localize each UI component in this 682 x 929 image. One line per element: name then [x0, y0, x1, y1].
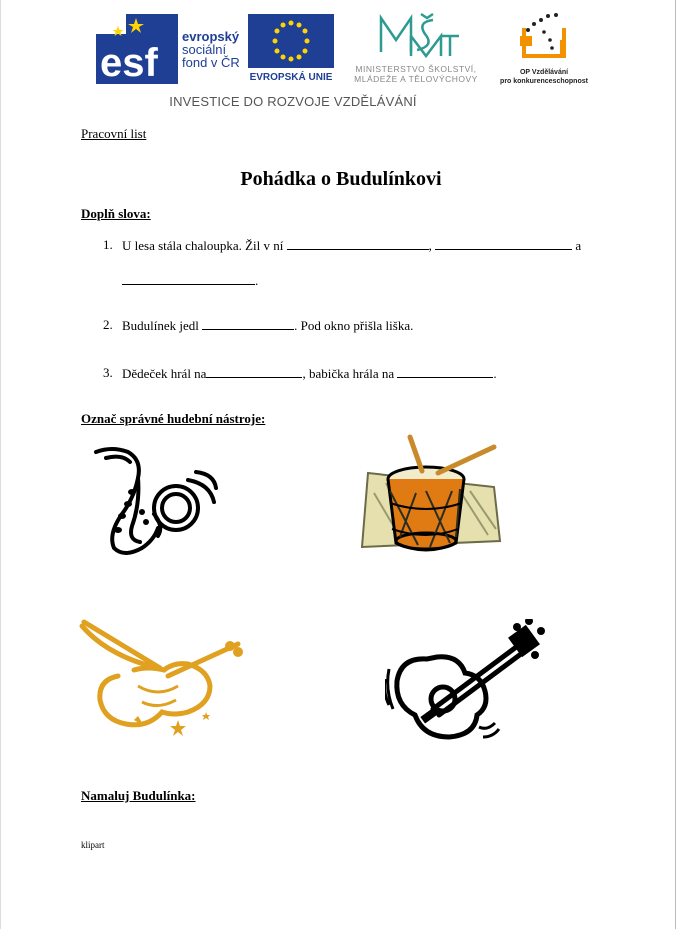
- item-1-number: 1.: [103, 237, 113, 252]
- msmt-label: [341, 64, 491, 84]
- item-1-line-2: [122, 272, 258, 289]
- msmt-logo: [341, 12, 491, 88]
- item-1-blank-2[interactable]: [435, 237, 572, 250]
- eu-logo: [248, 14, 334, 84]
- item-3-number: 3.: [103, 365, 113, 380]
- page-title: Pohádka o Budulínkovi: [240, 168, 442, 190]
- eu-flag-icon: [248, 14, 334, 68]
- item-1-sep: ,: [428, 238, 432, 253]
- item-3-blank-2[interactable]: [397, 365, 493, 378]
- item-3-line: [122, 365, 497, 382]
- msmt-mark-icon: [341, 12, 491, 62]
- item-3-blank-1[interactable]: [206, 365, 302, 378]
- eu-label: EVROPSKÁ UNIE: [249, 72, 333, 83]
- op-line-2: pro konkurenceschopnost: [500, 78, 588, 85]
- item-3-mid: , babička hrála na: [302, 366, 395, 381]
- op-line-1: OP Vzdělávání: [519, 69, 569, 76]
- item-1-blank-3[interactable]: [122, 272, 255, 285]
- esf-line-2: sociální: [182, 42, 227, 57]
- clipart-credit: klipart: [81, 840, 105, 850]
- esf-line-3: fond v ČR: [182, 55, 240, 70]
- section-fill-words-heading: Doplň slova:: [81, 206, 151, 221]
- item-1-and: a: [575, 238, 582, 253]
- op-logo: [494, 12, 594, 90]
- item-3-end: .: [493, 366, 497, 381]
- violin-icon[interactable]: [78, 616, 248, 742]
- item-2-text: Budulínek jedl: [122, 318, 199, 333]
- worksheet-label: Pracovní list: [81, 126, 147, 141]
- svg-text:esf: esf: [100, 41, 158, 84]
- item-2-number: 2.: [103, 317, 113, 332]
- section-instruments-heading: Označ správné hudební nástroje:: [81, 411, 266, 426]
- item-1-end: .: [255, 273, 259, 288]
- guitar-icon[interactable]: [385, 619, 547, 747]
- msmt-line-1: MINISTERSTVO ŠKOLSTVÍ,: [355, 64, 477, 74]
- drum-icon[interactable]: [360, 433, 502, 561]
- esf-mark-icon: [96, 14, 178, 84]
- section-draw-heading: Namaluj Budulínka:: [81, 788, 196, 803]
- item-3-text: Dědeček hrál na: [122, 366, 207, 381]
- investice-banner: INVESTICE DO ROZVOJE VZDĚLÁVÁNÍ: [169, 94, 417, 109]
- item-2-blank[interactable]: [202, 317, 294, 330]
- item-2-rest: . Pod okno přišla liška.: [294, 318, 414, 333]
- esf-text: [182, 30, 240, 69]
- saxophone-icon[interactable]: [92, 444, 218, 560]
- esf-line-1: evropský: [182, 29, 240, 44]
- item-1-text: U lesa stála chaloupka. Žil v ní: [122, 238, 284, 253]
- esf-logo: [96, 14, 241, 86]
- item-1-line-1: [122, 237, 581, 254]
- op-label: [494, 68, 594, 86]
- msmt-line-2: MLÁDEŽE A TĚLOVÝCHOVY: [354, 74, 478, 84]
- op-mark-icon: [494, 12, 594, 66]
- item-1-blank-1[interactable]: [287, 237, 429, 250]
- item-2-line: [122, 317, 413, 334]
